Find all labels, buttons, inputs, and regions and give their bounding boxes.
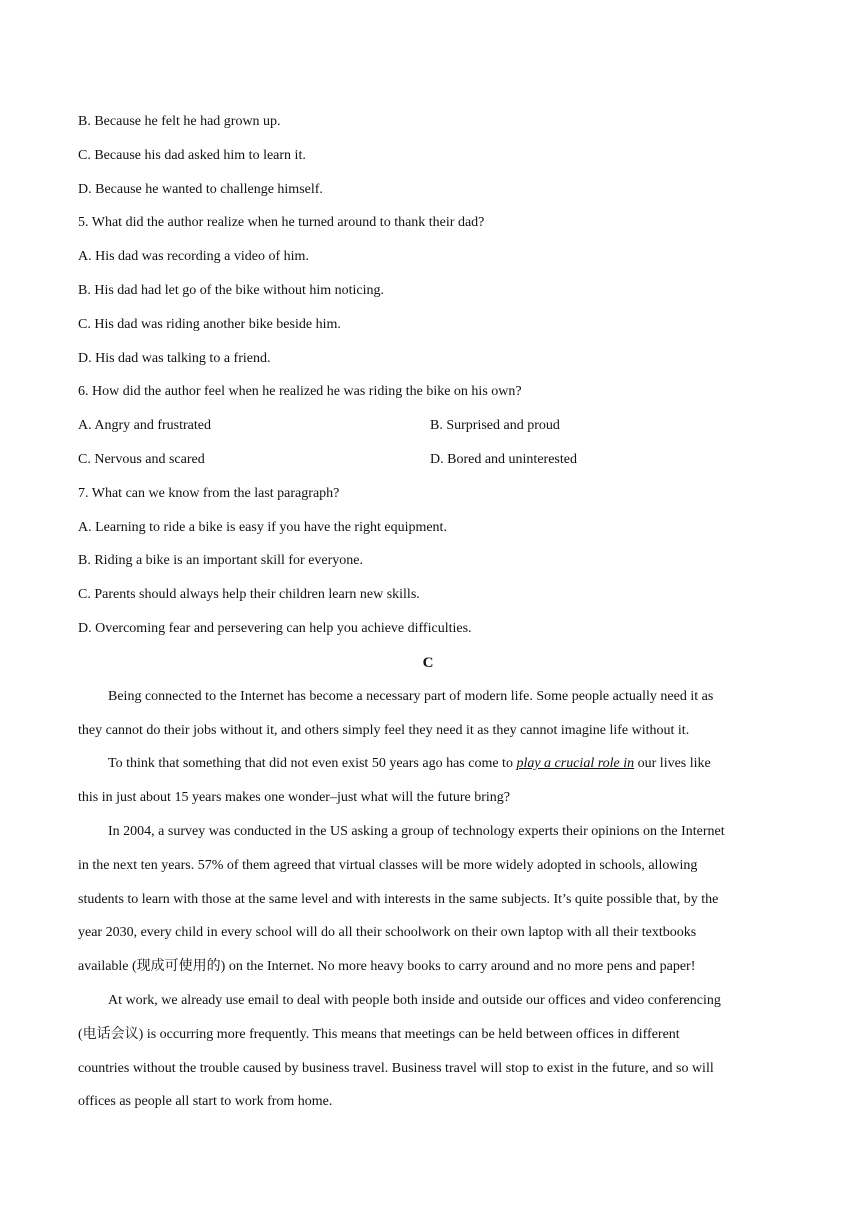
q7-stem: 7. What can we know from the last paragraph? <box>78 486 340 501</box>
p4-line-4: offices as people all start to work from home. <box>78 1094 333 1110</box>
p2-line-1 <box>78 747 778 781</box>
passage-paragraph-4 <box>78 984 778 1119</box>
q4-option-d: D. Because he wanted to challenge himself. <box>78 182 323 197</box>
passage-paragraph-2 <box>78 747 778 815</box>
q6-option-a: A. Angry and frustrated <box>78 418 211 433</box>
p3-line-3: students to learn with those at the same level and with interests in the same subjects. It’s quite possible that, by the <box>78 891 719 907</box>
p1-line-1: Being connected to the Internet has become a necessary part of modern life. Some people actually need it as <box>108 689 714 704</box>
q5-stem: 5. What did the author realize when he turned around to thank their dad? <box>78 215 485 230</box>
p2-line-1-start: To think that something that did not even exist 50 years ago has come to <box>108 756 517 771</box>
p2-line-1-end: our lives like <box>634 756 711 771</box>
q6-option-c: C. Nervous and scared <box>78 452 205 467</box>
passage-paragraph-3 <box>78 815 778 984</box>
q5-option-b: B. His dad had let go of the bike without him noticing. <box>78 283 385 298</box>
p4-line-1: At work, we already use email to deal with people both inside and outside our offices and video conferencing <box>108 993 721 1008</box>
q7-option-c: C. Parents should always help their children learn new skills. <box>78 587 420 602</box>
q6-option-b: B. Surprised and proud <box>430 418 560 433</box>
underlined-phrase: play a crucial role in <box>516 756 635 771</box>
q6-stem: 6. How did the author feel when he realized he was riding the bike on his own? <box>78 384 522 399</box>
q5-option-c: C. His dad was riding another bike beside him. <box>78 317 341 332</box>
p4-line-2: (电话会议) is occurring more frequently. This means that meetings can be held between offices in different <box>78 1026 680 1042</box>
q6-option-d: D. Bored and uninterested <box>430 452 577 467</box>
q7-option-a: A. Learning to ride a bike is easy if you have the right equipment. <box>78 520 447 535</box>
q5-option-d: D. His dad was talking to a friend. <box>78 351 271 366</box>
p4-line-3: countries without the trouble caused by business travel. Business travel will stop to exist in the future, and so will <box>78 1060 714 1076</box>
p3-line-5: available (现成可使用的) on the Internet. No more heavy books to carry around and no more pens and paper! <box>78 959 696 975</box>
q4-option-c: C. Because his dad asked him to learn it. <box>78 148 306 163</box>
q4-option-b: B. Because he felt he had grown up. <box>78 114 281 129</box>
p2-line-2: this in just about 15 years makes one wonder–just what will the future bring? <box>78 789 510 805</box>
p3-line-2: in the next ten years. 57% of them agreed that virtual classes will be more widely adopted in schools, allowing <box>78 857 698 873</box>
q7-option-d: D. Overcoming fear and persevering can help you achieve difficulties. <box>78 621 472 636</box>
p3-line-1: In 2004, a survey was conducted in the US asking a group of technology experts their opinions on the Internet <box>108 824 725 839</box>
section-heading: C <box>422 655 434 671</box>
p3-line-4: year 2030, every child in every school will do all their schoolwork on their own laptop with all their textbooks <box>78 925 697 941</box>
p1-line-2: they cannot do their jobs without it, and others simply feel they need it as they cannot imagine life without it. <box>78 722 690 738</box>
passage-paragraph-1 <box>78 680 778 748</box>
q7-option-b: B. Riding a bike is an important skill for everyone. <box>78 553 364 568</box>
q5-option-a: A. His dad was recording a video of him. <box>78 249 309 264</box>
